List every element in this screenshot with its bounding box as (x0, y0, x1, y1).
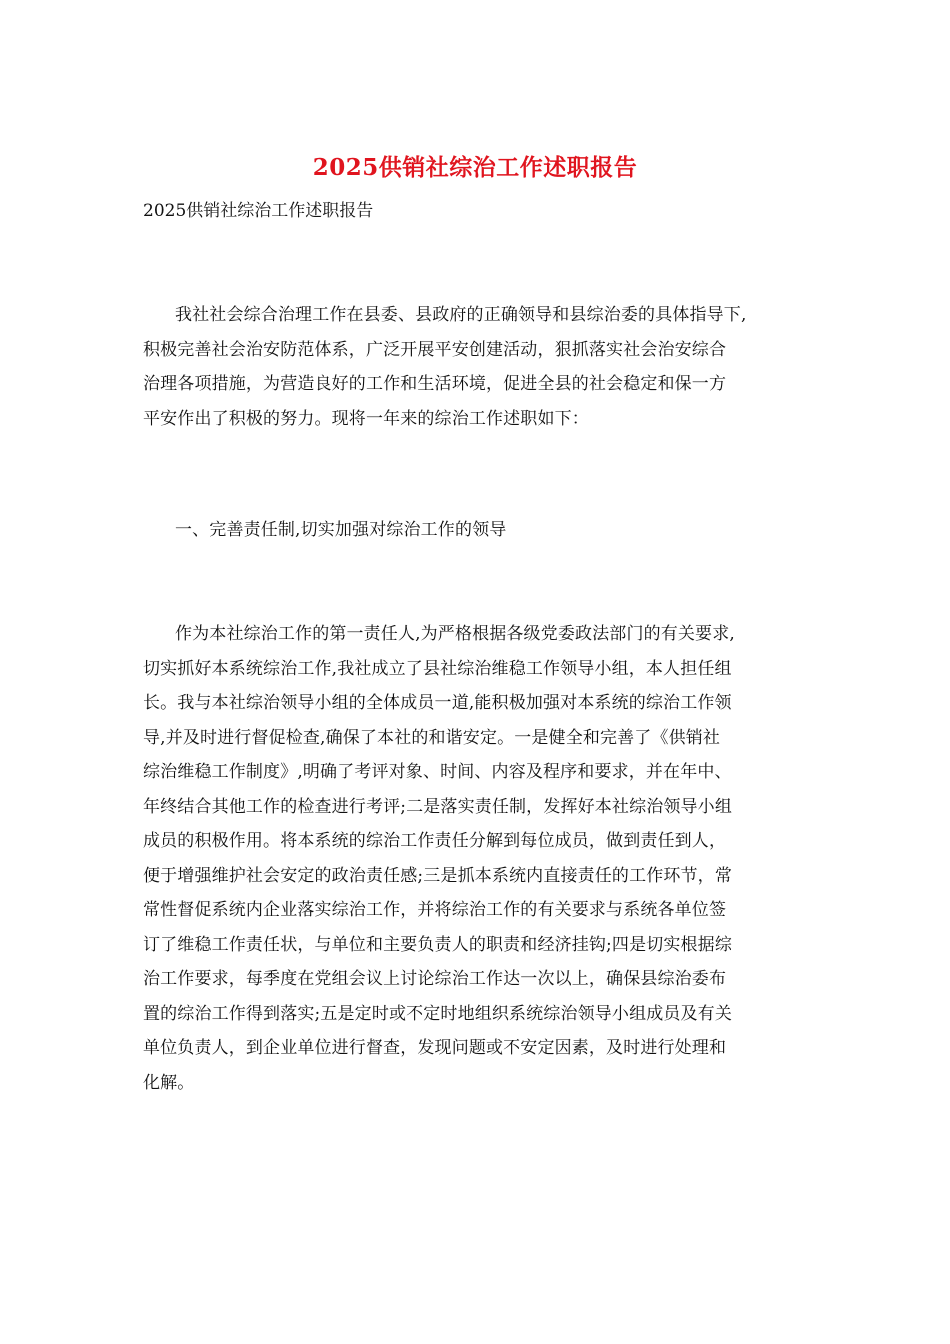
paragraph-line: 化解。 (143, 1072, 195, 1093)
section-heading-text: 一、完善责任制,切实加强对综治工作的领导 (175, 520, 507, 540)
paragraph-line: 我社社会综合治理工作在县委、县政府的正确领导和县综治委的具体指导下, (175, 305, 747, 325)
paragraph-line: 年终结合其他工作的检查进行考评;二是落实责任制，发挥好本社综治领导小组 (143, 796, 732, 817)
document-title: 2025供销社综治工作述职报告 (312, 154, 638, 181)
section-1-paragraph (143, 617, 813, 1100)
paragraph-line: 单位负责人，到企业单位进行督查，发现问题或不安定因素，及时进行处理和 (143, 1038, 727, 1058)
paragraph-line: 平安作出了积极的努力。现将一年来的综治工作述职如下： (143, 408, 589, 429)
paragraph-line: 常性督促系统内企业落实综治工作，并将综治工作的有关要求与系统各单位签 (143, 900, 727, 920)
section-heading (143, 513, 813, 548)
paragraph-line: 订了维稳工作责任状，与单位和主要负责人的职责和经济挂钩;四是切实根据综 (143, 934, 732, 955)
paragraph-line: 长。我与本社综治领导小组的全体成员一道,能积极加强对本系统的综治工作领 (143, 693, 732, 713)
paragraph-line: 作为本社综治工作的第一责任人,为严格根据各级党委政法部门的有关要求, (175, 624, 735, 644)
document-subtitle: 2025供销社综治工作述职报告 (143, 201, 374, 221)
paragraph-line: 治理各项措施，为营造良好的工作和生活环境，促进全县的社会稳定和保一方 (143, 374, 727, 394)
paragraph-line: 成员的积极作用。将本系统的综治工作责任分解到每位成员，做到责任到人， (143, 831, 727, 851)
paragraph-line: 切实抓好本系统综治工作,我社成立了县社综治维稳工作领导小组，本人担任组 (143, 658, 732, 679)
paragraph-line: 导,并及时进行督促检查,确保了本社的和谐安定。一是健全和完善了《供销社 (143, 727, 721, 748)
paragraph-line: 积极完善社会治安防范体系，广泛开展平安创建活动，狠抓落实社会治安综合 (143, 339, 727, 360)
intro-paragraph (143, 298, 813, 436)
paragraph-line: 治工作要求，每季度在党组会议上讨论综治工作达一次以上，确保县综治委布 (143, 969, 727, 989)
paragraph-line: 便于增强维护社会安定的政治责任感;三是抓本系统内直接责任的工作环节，常 (143, 865, 732, 886)
paragraph-line: 置的综治工作得到落实;五是定时或不定时地组织系统综治领导小组成员及有关 (143, 1003, 732, 1024)
paragraph-line: 综治维稳工作制度》,明确了考评对象、时间、内容及程序和要求，并在年中、 (143, 762, 732, 782)
